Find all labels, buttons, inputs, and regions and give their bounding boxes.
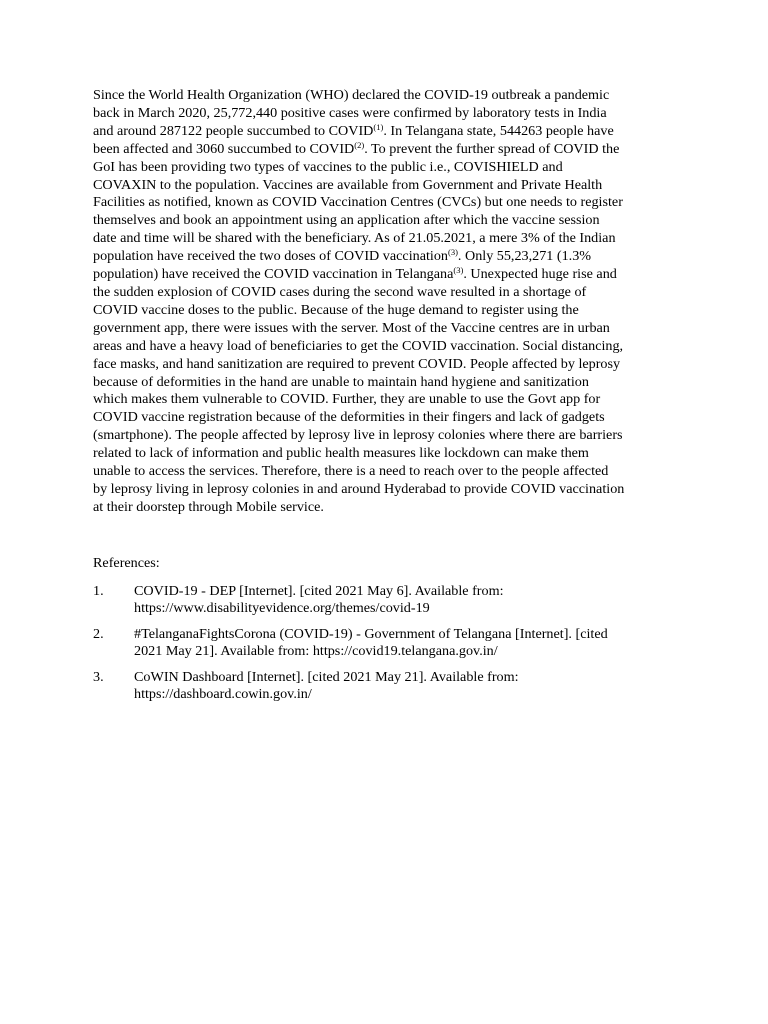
reference-number: 2. [93, 626, 104, 643]
body-text-segment: by leprosy living in leprosy colonies in and around Hyderabad to provide COVID vaccination [93, 480, 625, 497]
body-text-segment: GoI has been providing two types of vaccines to the public i.e., COVISHIELD and [93, 158, 563, 175]
body-line [93, 230, 676, 248]
body-line [93, 266, 676, 284]
body-text-segment: . In Telangana state, 544263 people have [383, 122, 614, 139]
body-line [93, 123, 676, 141]
body-line [93, 320, 676, 338]
body-text-segment: Facilities as notified, known as COVID Vaccination Centres (CVCs) but one needs to register [93, 194, 623, 211]
body-text-segment: Since the World Health Organization (WHO) declared the COVID-19 outbreak a pandemic [93, 87, 610, 103]
body-line [93, 445, 676, 463]
body-line [93, 374, 676, 392]
body-line [93, 409, 676, 427]
references-heading: References: [93, 555, 160, 571]
body-line [93, 284, 676, 302]
body-line [93, 463, 676, 481]
reference-line: #TelanganaFightsCorona (COVID-19) - Government of Telangana [Internet]. [cited [134, 626, 608, 643]
reference-number: 3. [93, 669, 104, 686]
body-text-segment: . To prevent the further spread of COVID the [364, 140, 620, 157]
body-line [93, 302, 676, 320]
body-line [93, 391, 676, 409]
citation-superscript: (3) [453, 265, 464, 276]
body-line [93, 248, 676, 266]
reference-text [134, 626, 676, 661]
body-line [93, 481, 676, 499]
body-text-segment: themselves and book an appointment using an application after which the vaccine session [93, 212, 600, 229]
body-text-segment: . Unexpected huge rise and [463, 266, 617, 283]
body-text-segment: areas and have a heavy load of beneficiaries to get the COVID vaccination. Social distancing, [93, 337, 624, 354]
body-line [93, 427, 676, 445]
body-text-segment: population) have received the COVID vaccination in Telangana [93, 266, 454, 283]
body-line [93, 499, 676, 517]
reference-line: https://dashboard.cowin.gov.in/ [134, 686, 312, 703]
body-line [93, 338, 676, 356]
body-text-segment: which makes them vulnerable to COVID. Further, they are unable to use the Govt app for [93, 391, 601, 408]
body-text-segment: unable to access the services. Therefore, there is a need to reach over to the people affected [93, 463, 609, 480]
body-text-segment: COVID vaccine registration because of the deformities in their fingers and lack of gadgets [93, 409, 605, 426]
citation-superscript: (2) [354, 139, 365, 150]
body-text-segment: been affected and 3060 succumbed to COVID [93, 140, 355, 157]
reference-line: 2021 May 21]. Available from: https://covid19.telangana.gov.in/ [134, 643, 498, 660]
reference-item [93, 583, 676, 618]
body-line [93, 105, 676, 123]
body-text-segment: related to lack of information and public health measures like lockdown can make them [93, 445, 589, 462]
citation-superscript: (3) [447, 247, 458, 258]
reference-item [93, 669, 676, 704]
body-text-segment: date and time will be shared with the beneficiary. As of 21.05.2021, a mere 3% of the Indian [93, 230, 616, 247]
reference-number: 1. [93, 583, 104, 599]
body-text-segment: the sudden explosion of COVID cases during the second wave resulted in a shortage of [93, 283, 587, 300]
body-text-segment: COVID vaccine doses to the public. Because of the huge demand to register using the [93, 301, 579, 318]
body-text-segment: back in March 2020, 25,772,440 positive cases were confirmed by laboratory tests in India [93, 104, 607, 121]
body-paragraph [93, 87, 676, 517]
body-text-segment: face masks, and hand sanitization are required to prevent COVID. People affected by leprosy [93, 355, 621, 372]
body-text-segment: population have received the two doses of COVID vaccination [93, 248, 448, 265]
body-line [93, 177, 676, 195]
reference-text [134, 669, 676, 704]
body-text-segment: and around 287122 people succumbed to COVID [93, 122, 374, 139]
body-text-segment: . Only 55,23,271 (1.3% [457, 248, 592, 265]
body-line [93, 159, 676, 177]
body-line [93, 212, 676, 230]
reference-text [134, 583, 676, 618]
reference-item [93, 626, 676, 661]
body-text-segment: at their doorstep through Mobile service. [93, 498, 324, 515]
reference-line: https://www.disabilityevidence.org/themes/covid-19 [134, 600, 430, 617]
reference-line: COVID-19 - DEP [Internet]. [cited 2021 May 6]. Available from: [134, 583, 504, 599]
references-list [93, 583, 676, 712]
body-line [93, 141, 676, 159]
body-text-segment: COVAXIN to the population. Vaccines are available from Government and Private Health [93, 176, 603, 193]
body-line [93, 194, 676, 212]
body-text-segment: government app, there were issues with the server. Most of the Vaccine centres are in urban [93, 319, 610, 336]
body-line [93, 356, 676, 374]
reference-line: CoWIN Dashboard [Internet]. [cited 2021 May 21]. Available from: [134, 669, 519, 686]
body-text-segment: because of deformities in the hand are unable to maintain hand hygiene and sanitization [93, 373, 589, 390]
body-text-segment: (smartphone). The people affected by leprosy live in leprosy colonies where there are barriers [93, 427, 623, 444]
citation-superscript: (1) [373, 121, 384, 132]
body-line [93, 87, 676, 105]
